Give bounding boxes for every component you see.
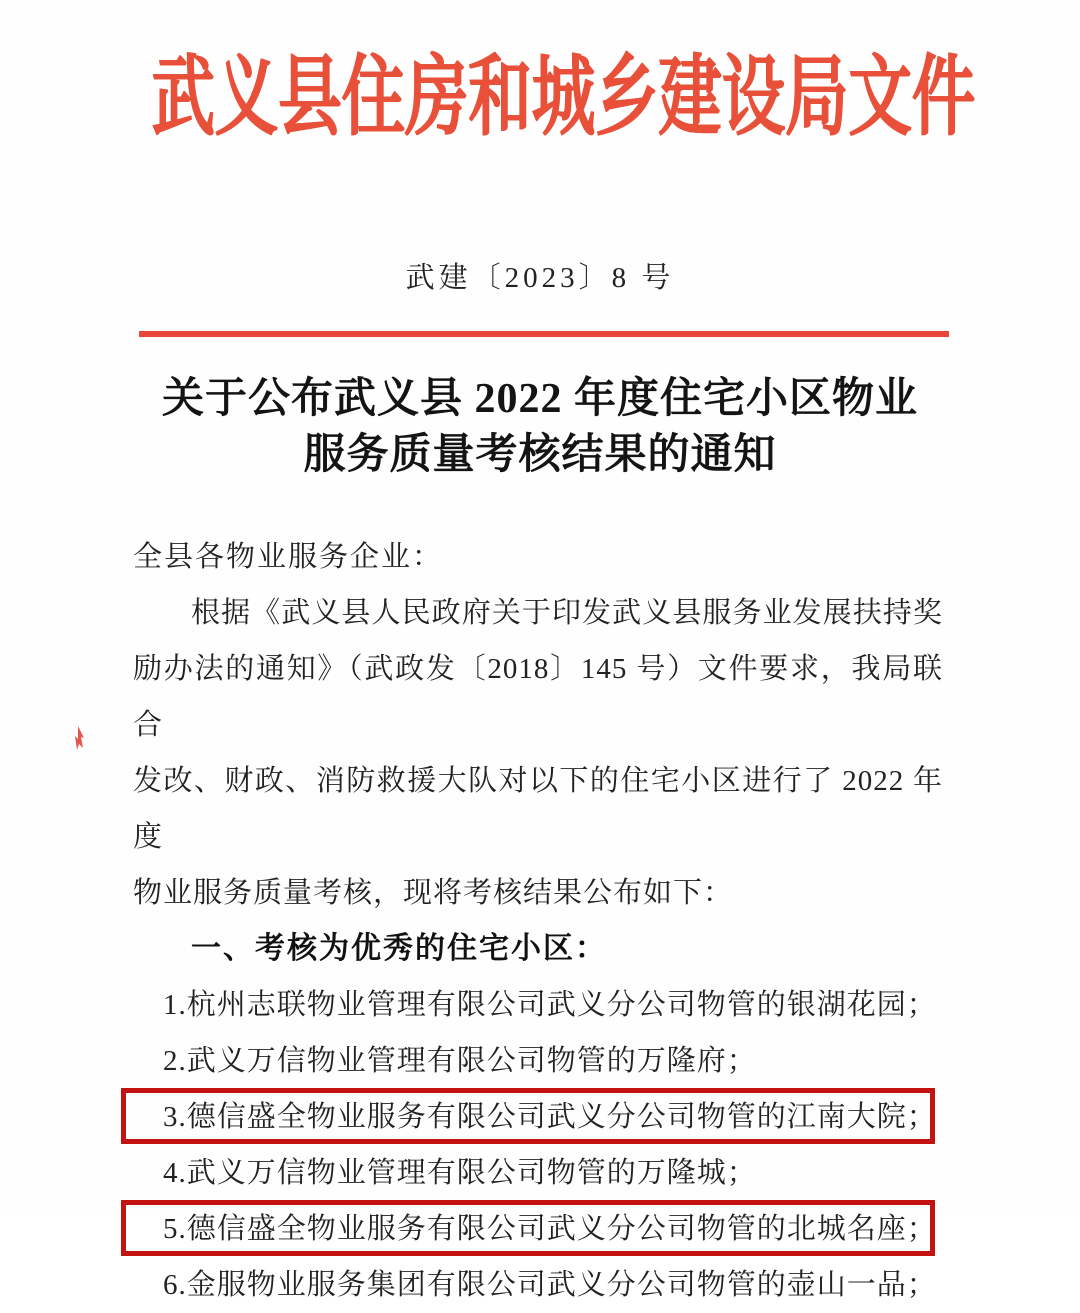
- red-divider-line: [139, 331, 949, 337]
- list-item-3-highlighted: 3.德信盛全物业服务有限公司武义分公司物管的江南大院；: [133, 1089, 943, 1145]
- red-pen-mark: [72, 722, 94, 756]
- notice-title-line2: 服务质量考核结果的通知: [303, 432, 777, 478]
- notice-title-line1: 关于公布武义县 2022 年度住宅小区物业: [161, 376, 918, 422]
- list-item-6: 6.金服物业服务集团有限公司武义分公司物管的壶山一品；: [163, 1269, 937, 1301]
- list-item-1: 1.杭州志联物业管理有限公司武义分公司物管的银湖花园；: [163, 989, 937, 1021]
- paragraph-line-4: 物业服务质量考核，现将考核结果公布如下：: [133, 877, 734, 909]
- document-number: 武建〔2023〕8 号: [405, 262, 675, 294]
- letterhead-title: 武义县住房和城乡建设局文件: [151, 50, 975, 147]
- document-body: [133, 529, 943, 1313]
- section-heading: 一、考核为优秀的住宅小区：: [191, 932, 607, 965]
- salutation: 全县各物业服务企业：: [133, 541, 444, 573]
- list-item-2: 2.武义万信物业管理有限公司物管的万隆府；: [163, 1045, 757, 1077]
- list-item-5-highlighted: 5.德信盛全物业服务有限公司武义分公司物管的北城名座；: [133, 1201, 943, 1257]
- paragraph-line-1: 根据《武义县人民政府关于印发武义县服务业发展扶持奖: [191, 597, 943, 629]
- notice-title: [0, 371, 1080, 483]
- paragraph-line-2: 励办法的通知》（武政发〔2018〕145 号）文件要求，我局联合: [133, 653, 943, 741]
- paragraph-line-3: 发改、财政、消防救援大队对以下的住宅小区进行了 2022 年度: [133, 765, 943, 853]
- list-item-4: 4.武义万信物业管理有限公司物管的万隆城；: [163, 1157, 757, 1189]
